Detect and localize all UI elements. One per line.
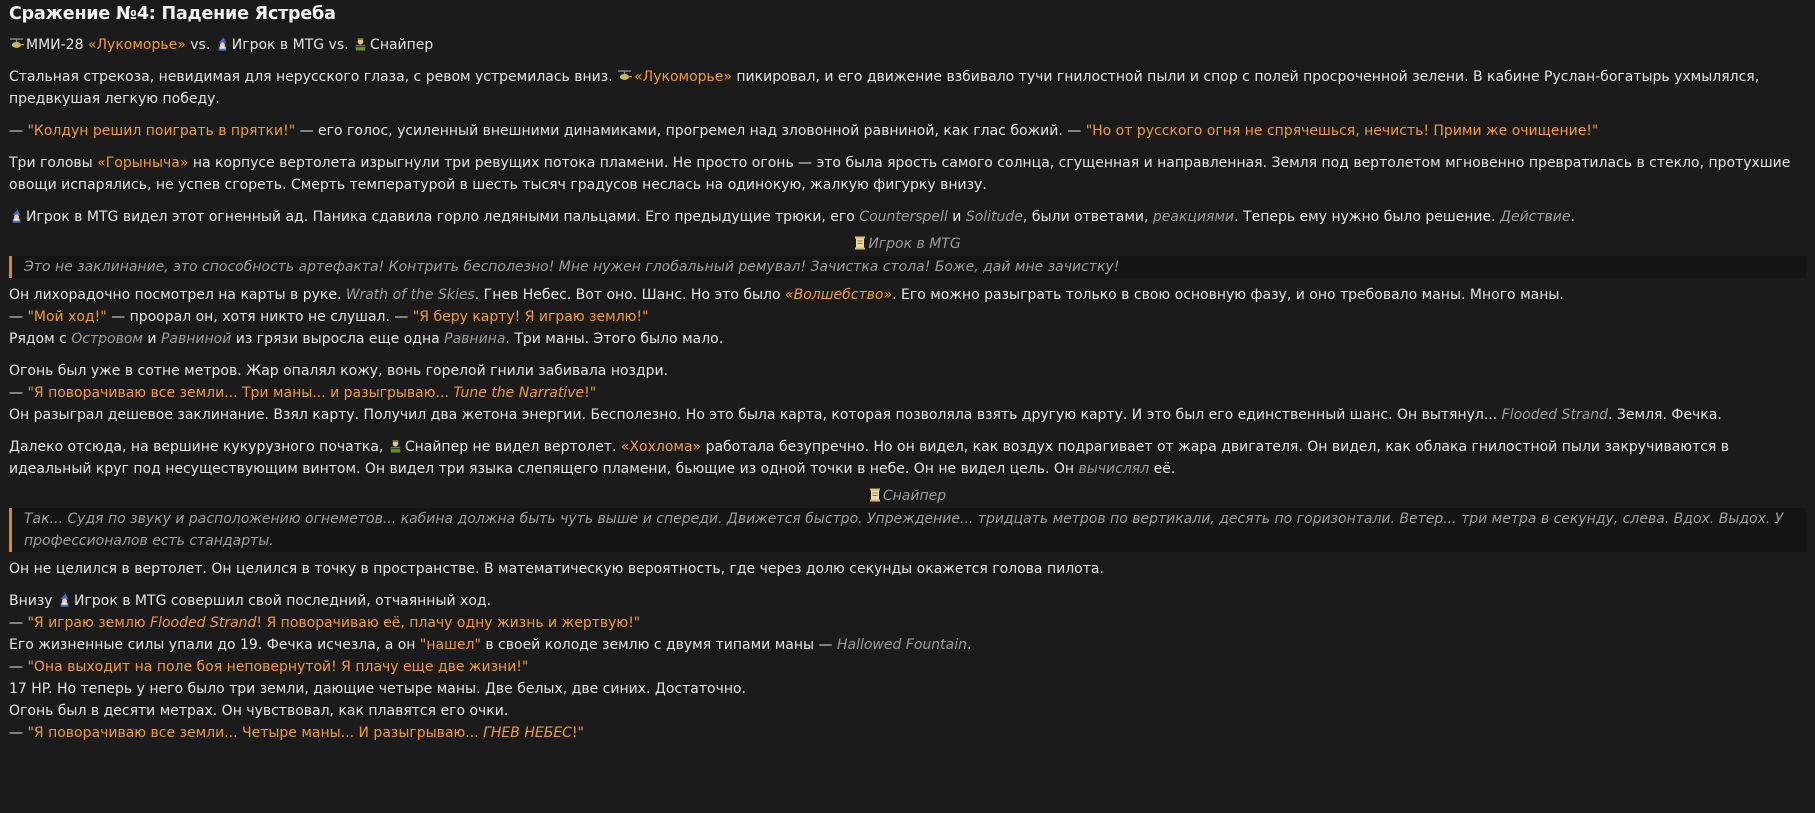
dialogue: "Мой ход!" xyxy=(27,309,107,325)
text: . Его можно разыграть только в свою основную фазу, и оно требовало маны. Много маны. xyxy=(892,287,1564,303)
paragraph: Он не целился в вертолет. Он целился в точку в пространстве. В математическую вероятность, где через долю секунды окажется голова пилота. xyxy=(9,561,1104,577)
sniper-icon xyxy=(388,439,403,453)
text: . xyxy=(967,637,972,653)
text: Рядом с xyxy=(9,331,72,347)
dialogue: ! Я поворачиваю её, плачу одну жизнь и жертвую!" xyxy=(256,615,641,631)
text: — xyxy=(9,123,28,139)
text: — xyxy=(9,659,28,675)
text: . Теперь ему нужно было решение. xyxy=(1234,209,1501,225)
sniper-label: Снайпер xyxy=(370,37,434,53)
paragraph xyxy=(9,152,1806,196)
text: Он лихорадочно посмотрел на карты в руке. xyxy=(9,287,346,303)
text: Игрок в MTG совершил свой последний, отчаянный ход. xyxy=(74,593,492,609)
versus-line xyxy=(9,34,1806,56)
text: . Три маны. Этого было мало. xyxy=(505,331,724,347)
text: — проорал он, хотя никто не слушал. — xyxy=(106,309,413,325)
text: — xyxy=(9,385,28,401)
paragraph xyxy=(9,206,1806,228)
emphasis: реакциями xyxy=(1152,209,1235,225)
card-name: Островом xyxy=(71,331,143,347)
card-type: «Волшебство» xyxy=(784,287,893,303)
inner-monologue-quote: Так... Судя по звуку и расположению огнеметов... кабина должна быть чуть выше и спереди. Движется быстро. Упреждение... тридцать метров по вертикали, десять по горизонтали. Ветер... три метра в секунду, слева. Вдох. Выдох. У профессионалов есть стандарты. xyxy=(9,508,1806,552)
text: . xyxy=(1570,209,1575,225)
emphasis: "нашел" xyxy=(419,637,481,653)
card-name: Flooded Strand xyxy=(1501,407,1609,423)
helicopter-icon xyxy=(9,37,24,51)
paragraph xyxy=(9,436,1806,480)
text: Внизу xyxy=(9,593,58,609)
text: . Гнев Небес. Вот оно. Шанс. Но это было xyxy=(474,287,785,303)
card-name: Counterspell xyxy=(859,209,948,225)
text: . Земля. Фечка. xyxy=(1608,407,1722,423)
text: работала безупречно. Но он видел, как воздух подрагивает от жара двигателя. Он видел, как облака гнилостной пыли закручиваются в идеальный круг под несуществующим винтом. Он видел три языка слепящего пламени, бьющие из одной точки в небе. Он не видел цель. Он xyxy=(9,439,1730,477)
text: Три головы xyxy=(9,155,98,171)
dialogue: !" xyxy=(584,385,597,401)
paragraph xyxy=(9,120,1806,142)
text: и xyxy=(142,331,161,347)
scroll-icon xyxy=(854,236,866,250)
inner-monologue-quote: Это не заклинание, это способность артефакта! Контрить бесполезно! Мне нужен глобальный ремувал! Зачистка стола! Боже, дай мне зачистку! xyxy=(9,256,1806,278)
speaker-name: Игрок в MTG xyxy=(868,236,961,252)
text: Он разыграл дешевое заклинание. Взял карту. Получил два жетона энергии. Бесполезно. Но это была карта, которая позволяла взять другую карту. И это был его единственный шанс. Он вытянул... xyxy=(9,407,1502,423)
emphasis: Действие xyxy=(1500,209,1571,225)
mage-icon xyxy=(9,209,24,223)
paragraph xyxy=(9,612,1806,634)
paragraph: Огонь был уже в сотне метров. Жар опалял кожу, вонь горелой гнили забивала ноздри. xyxy=(9,363,669,379)
helicopter-icon xyxy=(617,69,632,83)
paragraph xyxy=(9,404,1806,426)
emphasis: вычислял xyxy=(1078,461,1150,477)
dialogue: "Я играю землю xyxy=(27,615,151,631)
dialogue: "Колдун решил поиграть в прятки!" xyxy=(27,123,296,139)
text: — его голос, усиленный внешними динамиками, прогремел над зловонной равниной, как глас божий. — xyxy=(295,123,1086,139)
dialogue: "Она выходит на поле боя неповернутой! Я плачу еще две жизни!" xyxy=(27,659,529,675)
mage-icon xyxy=(215,37,230,51)
dialogue: !" xyxy=(571,725,584,741)
dialogue: "Я поворачиваю все земли... Три маны... и разыгрываю... xyxy=(27,385,454,401)
page-title: Сражение №4: Падение Ястреба xyxy=(9,4,336,24)
paragraph xyxy=(9,284,1806,306)
paragraph xyxy=(9,656,1806,678)
text: из грязи выросла еще одна xyxy=(231,331,445,347)
paragraph: 17 HP. Но теперь у него было три земли, дающие четыре маны. Две белых, две синих. Достаточно. xyxy=(9,681,746,697)
text: в своей колоде землю с двумя типами маны — xyxy=(480,637,837,653)
speaker-label xyxy=(9,234,1806,254)
card-name: Solitude xyxy=(965,209,1023,225)
paragraph: Огонь был в десяти метрах. Он чувствовал, как плавятся его очки. xyxy=(9,703,509,719)
card-name: Flooded Strand xyxy=(150,615,257,631)
scroll-icon xyxy=(869,488,881,502)
paragraph xyxy=(9,634,1806,656)
card-name: Hallowed Fountain xyxy=(836,637,968,653)
text: Стальная стрекоза, невидимая для нерусского глаза, с ревом устремилась вниз. xyxy=(9,69,618,85)
speaker-label xyxy=(9,486,1806,506)
text: — xyxy=(9,725,28,741)
paragraph xyxy=(9,590,1806,612)
dialogue: "Но от русского огня не спрячешься, нечисть! Прими же очищение!" xyxy=(1085,123,1599,139)
mage-icon xyxy=(57,593,72,607)
text: её. xyxy=(1149,461,1176,477)
text: , были ответами, xyxy=(1022,209,1153,225)
vs-separator: vs. xyxy=(324,37,354,53)
card-name: ГНЕВ НЕБЕС xyxy=(483,725,572,741)
text: — xyxy=(9,615,28,631)
text: Его жизненные силы упали до 19. Фечка исчезла, а он xyxy=(9,637,420,653)
sniper-icon xyxy=(353,37,368,51)
paragraph xyxy=(9,66,1806,110)
text: — xyxy=(9,309,28,325)
paragraph xyxy=(9,328,1806,350)
speaker-name: Снайпер xyxy=(882,488,947,504)
card-name: Равниной xyxy=(160,331,232,347)
text: Игрок в MTG видел этот огненный ад. Паника сдавила горло ледяными пальцами. Его предыдущие трюки, его xyxy=(26,209,860,225)
khokhloma-label: «Хохлома» xyxy=(620,439,702,455)
mmi-label: ММИ-28 xyxy=(26,37,88,53)
paragraph xyxy=(9,382,1806,404)
text: Далеко отсюда, на вершине кукурузного початка, xyxy=(9,439,388,455)
card-name: Равнина xyxy=(444,331,506,347)
lukomorye-label: «Лукоморье» xyxy=(87,37,186,53)
text: и xyxy=(947,209,966,225)
card-name: Wrath of the Skies xyxy=(345,287,475,303)
vs-separator: vs. xyxy=(185,37,215,53)
gorynych-label: «Горыныча» xyxy=(97,155,189,171)
dialogue: "Я беру карту! Я играю землю!" xyxy=(412,309,649,325)
text: пикировал, и его движение взбивало тучи гнилостной пыли и спор с полей просроченной зелени. В кабине Руслан-богатырь ухмылялся, предвкушая легкую победу. xyxy=(9,69,1760,107)
mtg-player-label: Игрок в MTG xyxy=(231,37,325,53)
card-name: Tune the Narrative xyxy=(453,385,585,401)
paragraph xyxy=(9,722,1806,744)
text: на корпусе вертолета изрыгнули три ревущих потока пламени. Не просто огонь — это была ярость самого солнца, сгущенная и направленная. Земля под вертолетом мгновенно превратилась в стекло, протухшие овощи испарялись, не успев сгореть. Смерть температурой в шесть тысяч градусов неслась на одинокую, жалкую фигурку внизу. xyxy=(9,155,1791,193)
paragraph xyxy=(9,306,1806,328)
text: Снайпер не видел вертолет. xyxy=(404,439,621,455)
lukomorye-label: «Лукоморье» xyxy=(634,69,732,85)
dialogue: "Я поворачиваю все земли... Четыре маны... И разыгрываю... xyxy=(27,725,484,741)
